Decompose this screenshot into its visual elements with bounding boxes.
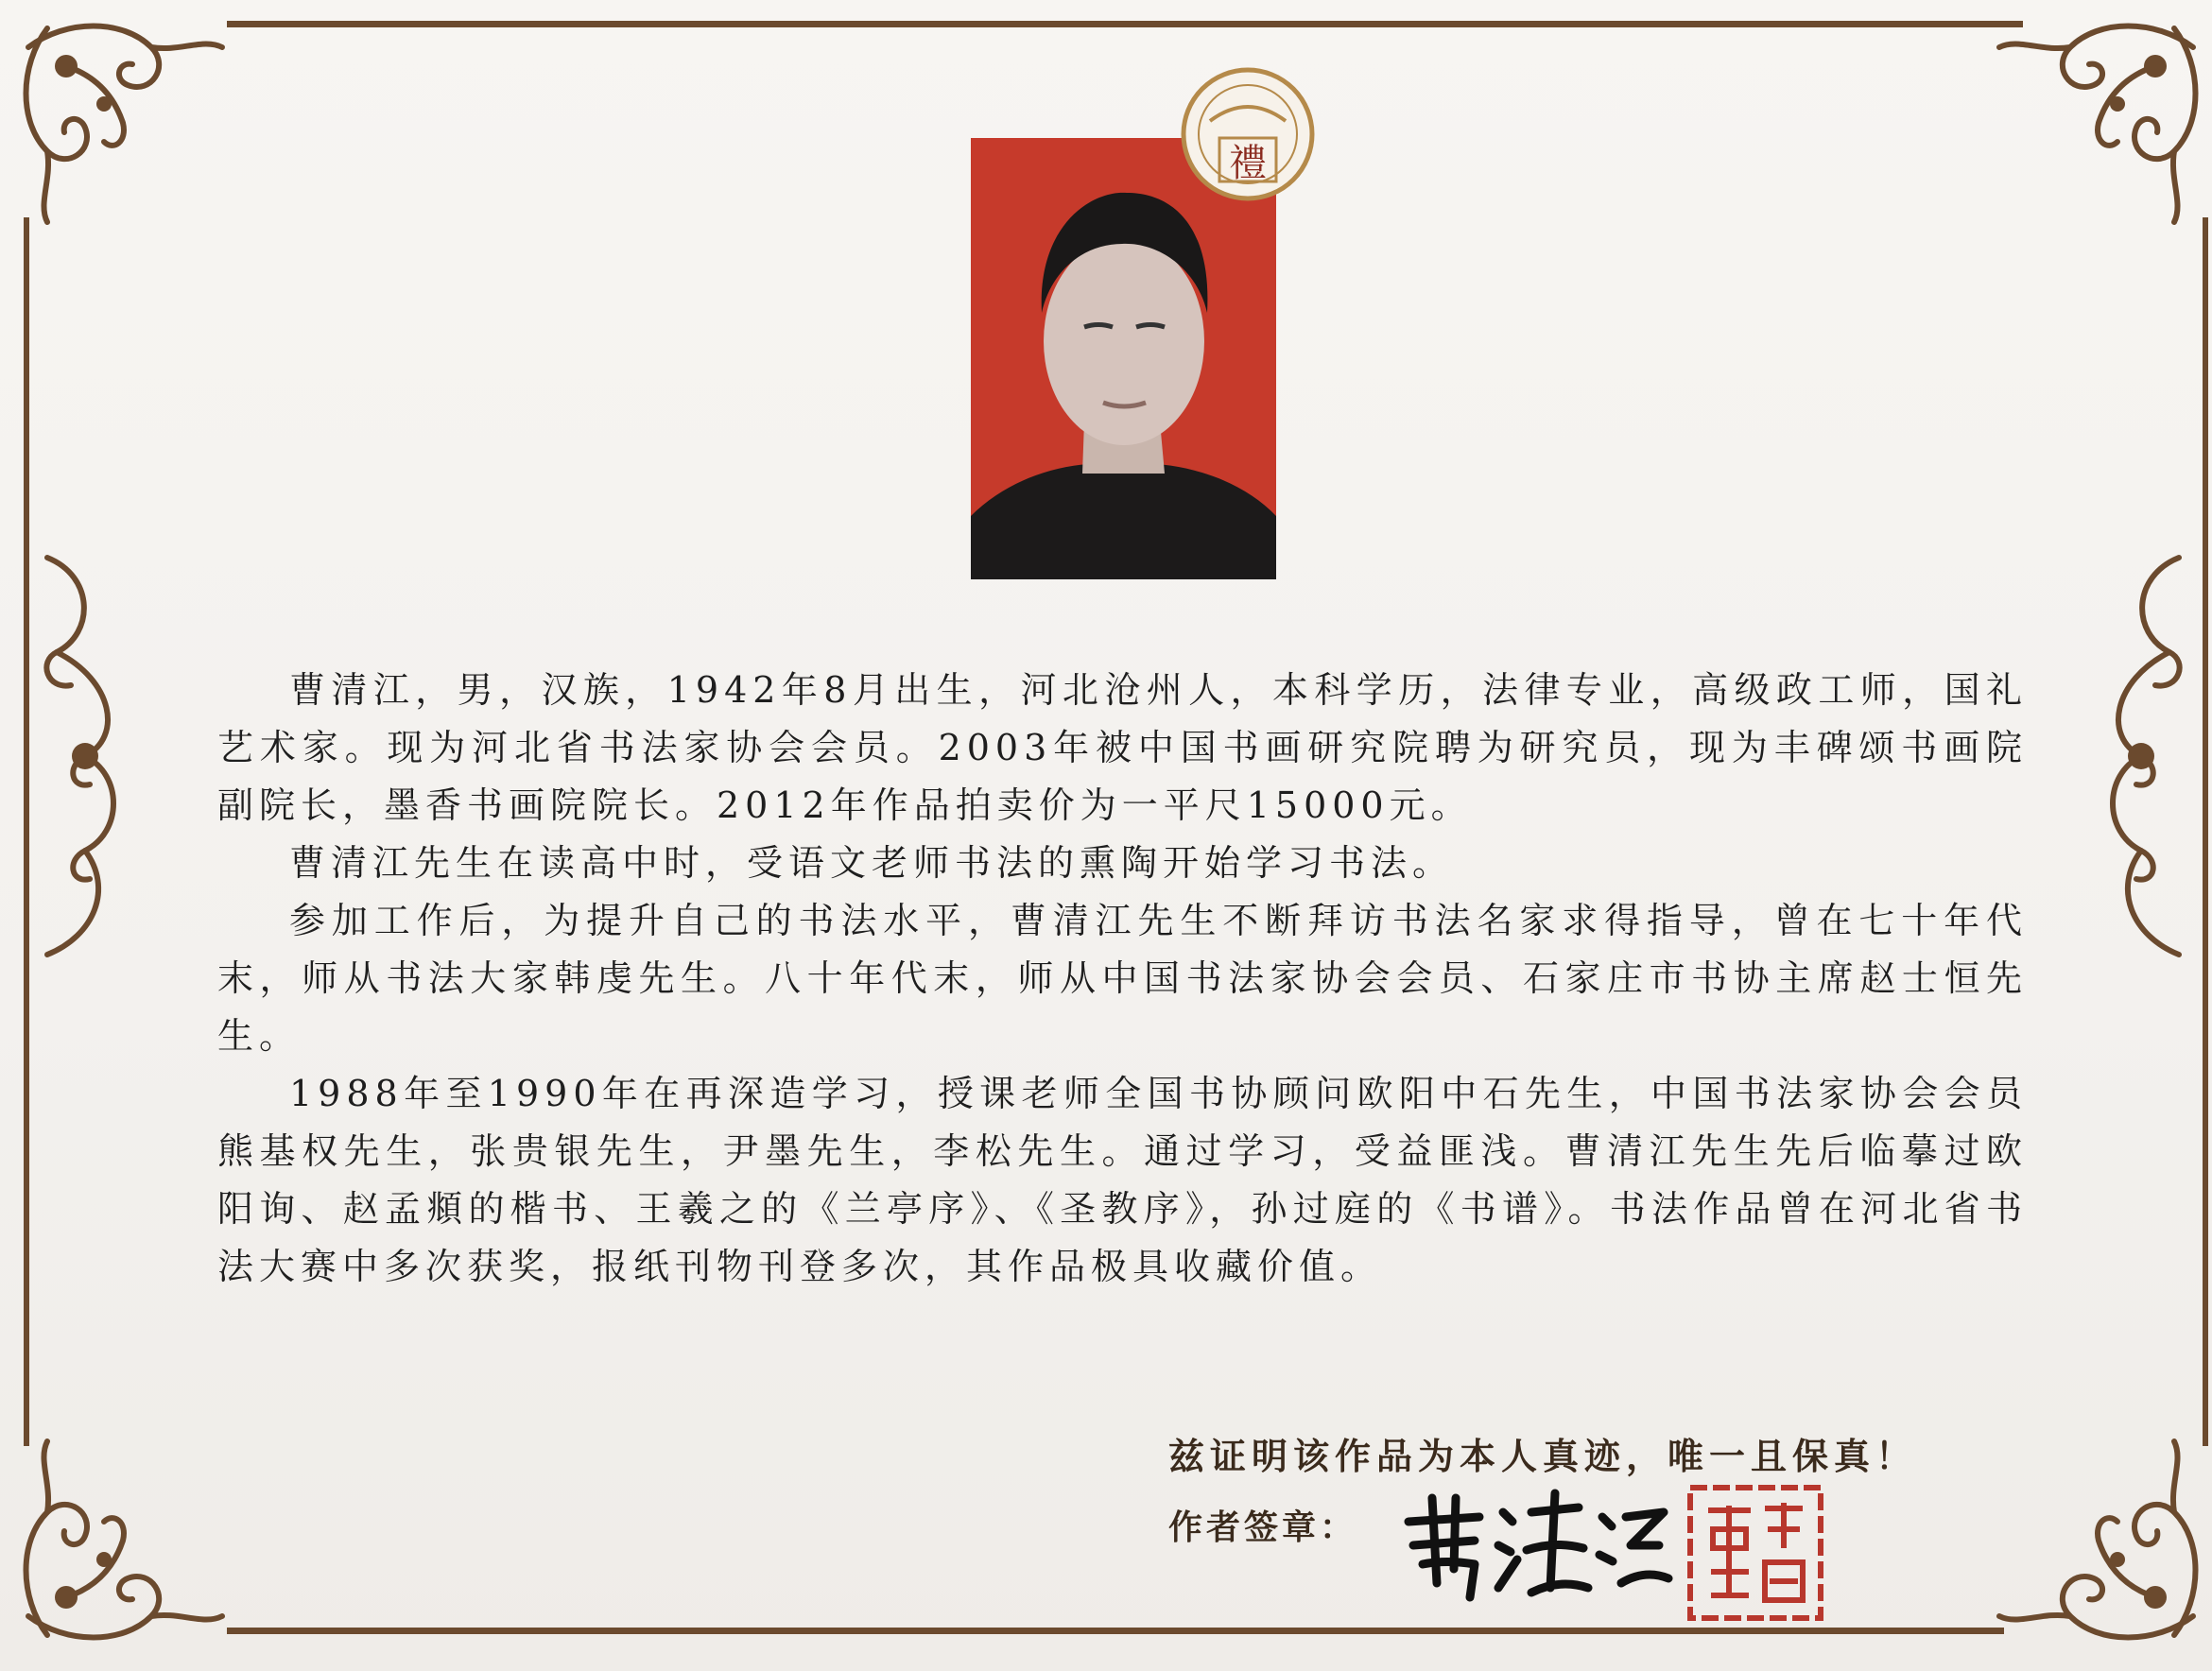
bio-paragraph-3: 参加工作后，为提升自己的书法水平，曹清江先生不断拜访书法名家求得指导，曾在七十年代末，师从书法大家韩虔先生。八十年代末，师从中国书法家协会会员、石家庄市书协主席赵士恒先生。 — [217, 900, 2028, 1057]
side-ornament-left-icon — [28, 548, 142, 964]
frame-right-border — [2203, 217, 2208, 1446]
author-red-seal-stamp — [1685, 1482, 1826, 1624]
handwritten-signature — [1390, 1474, 1673, 1607]
author-seal-label: 作者签章： — [1168, 1508, 1358, 1547]
frame-top-border — [227, 21, 2023, 27]
corner-ornament-top-right-icon — [1985, 9, 2212, 227]
corner-ornament-bottom-left-icon — [9, 1437, 236, 1654]
authentication-statement: 兹证明该作品为本人真迹，唯一且保真！ — [1168, 1436, 1918, 1477]
bio-paragraph-1: 曹清江，男，汉族，1942年8月出生，河北沧州人，本科学历，法律专业，高级政工师，国礼艺术家。现为河北省书法家协会会员。2003年被中国书画研究院聘为研究员，现为丰碑颂书画院副院长，墨香书画院院长。2012年作品拍卖价为一平尺15000元。 — [217, 669, 2028, 826]
bio-paragraph-2: 曹清江先生在读高中时，受语文老师书法的熏陶开始学习书法。 — [289, 842, 1455, 884]
side-ornament-right-icon — [2084, 548, 2198, 964]
corner-ornament-top-left-icon — [9, 9, 236, 227]
logo-seal-character: 禮 — [1229, 142, 1267, 185]
corner-ornament-bottom-right-icon — [1985, 1437, 2212, 1654]
biography-text — [217, 662, 2028, 1296]
guoli-artist-logo-seal — [1178, 64, 1318, 215]
frame-bottom-border — [227, 1628, 2004, 1634]
bio-paragraph-4: 1988年至1990年在再深造学习，授课老师全国书协顾问欧阳中石先生，中国书法家协会会员熊基权先生，张贵银先生，尹墨先生，李松先生。通过学习，受益匪浅。曹清江先生先后临摹过欧阳询、赵孟頫的楷书、王羲之的《兰亭序》、《圣教序》，孙过庭的《书谱》。书法作品曾在河北省书法大赛中多次获奖，报纸刊物刊登多次，其作品极具收藏价值。 — [217, 1073, 2028, 1287]
